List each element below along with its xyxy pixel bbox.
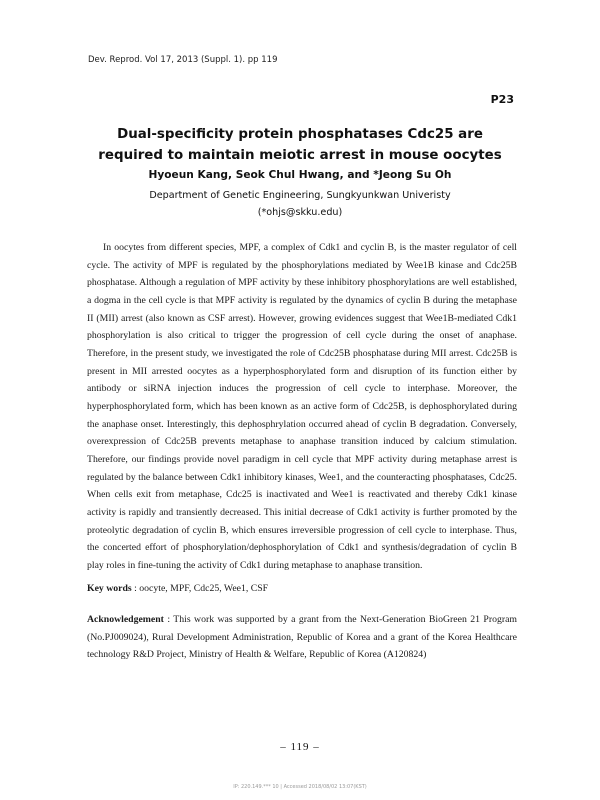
abstract-body: In oocytes from different species, MPF, a complex of Cdk1 and cyclin B, is the master regulator of cell cycle. The activity of MPF is regulated by the phosphorylations mediated by Wee1B kinase and Cdc25B phosphatase. Although a regulation of MPF activity by these inhibitory phosphorylations are well established, a dogma in the cell cycle is that MPF activity is regulated by the dynamics of cyclin B during the metaphase II (MII) arrest (also known as CSF arrest). However, growing evidences suggest that Wee1B-mediated Cdk1 phosphorylation is also critical to trigger the progression of cell cycle during the onset of anaphase. Therefore, in the present study, we investigated the role of Cdc25B phosphatase during MII arrest. Cdc25B is present in MII arrested oocytes as a hyperphosphorylated form and disruption of its function either by antibody or siRNA injection induces the progression of cell cycle to interphase. Moreover, the hyperphosphorylated form, which has been known as an active form of Cdc25B, is dephosphorylated during the anaphase onset. Interestingly, this dephosphrylation occurred ahead of cyclin B degradation. Conversely, overexpression of Cdc25B prevents metaphase to anaphase transition induced by calcium stimulation. Therefore, our findings provide novel paradigm in cell cycle that MPF activity during metaphase arrest is regulated by the balance between Cdk1 inhibitory kinases, Wee1, and the counteracting phosphatases, Cdc25. When cells exit from metaphase, Cdc25 is inactivated and Wee1 is reactivated and thereby Cdk1 kinase activity is rapidly and transiently decreased. This initial decrease of Cdk1 activity is further promoted by the proteolytic degradation of cyclin B, which ensures irreversible progression of cell cycle to interphase. Thus, the concerted effort of phosphorylation/dephosphorylation of Cdk1 and synthesis/degradation of cyclin B play roles in fine-tuning the activity of Cdk1 during metaphase to anaphase transition.	[87, 242, 517, 571]
paper-title: Dual-specificity protein phosphatases Cdc25 are required to maintain meiotic arrest in mouse oocytes	[98, 127, 502, 163]
paper-code: P23	[490, 93, 514, 106]
keywords-separator: :	[131, 583, 140, 594]
keywords	[87, 580, 517, 597]
keywords-value: oocyte, MPF, Cdc25, Wee1, CSF	[139, 583, 269, 594]
acknowledgement	[87, 611, 517, 664]
page-number: – 119 –	[280, 741, 320, 753]
acknowledgement-separator: :	[163, 614, 174, 625]
authors: Hyoeun Kang, Seok Chul Hwang, and *Jeong Su Oh	[148, 169, 452, 181]
keywords-label: Key words	[87, 583, 132, 594]
access-stamp: IP: 220.149.*** 10 | Accessed 2018/08/02 13:07(KST)	[233, 784, 367, 790]
journal-reference: Dev. Reprod. Vol 17, 2013 (Suppl. 1). pp 119	[88, 55, 278, 65]
acknowledgement-text: This work was supported by a grant from the Next-Generation BioGreen 21 Program (No.PJ009024), Rural Development Administration, Republic of Korea and a grant of the Korea Healthcare technology R&D Project, Ministry of Health & Welfare, Republic of Korea (A120824)	[87, 614, 517, 660]
corresponding-email: (*ohjs@skku.edu)	[257, 207, 343, 218]
affiliation: Department of Genetic Engineering, Sungkyunkwan Univeristy	[149, 190, 451, 201]
acknowledgement-label: Acknowledgement	[87, 614, 164, 625]
